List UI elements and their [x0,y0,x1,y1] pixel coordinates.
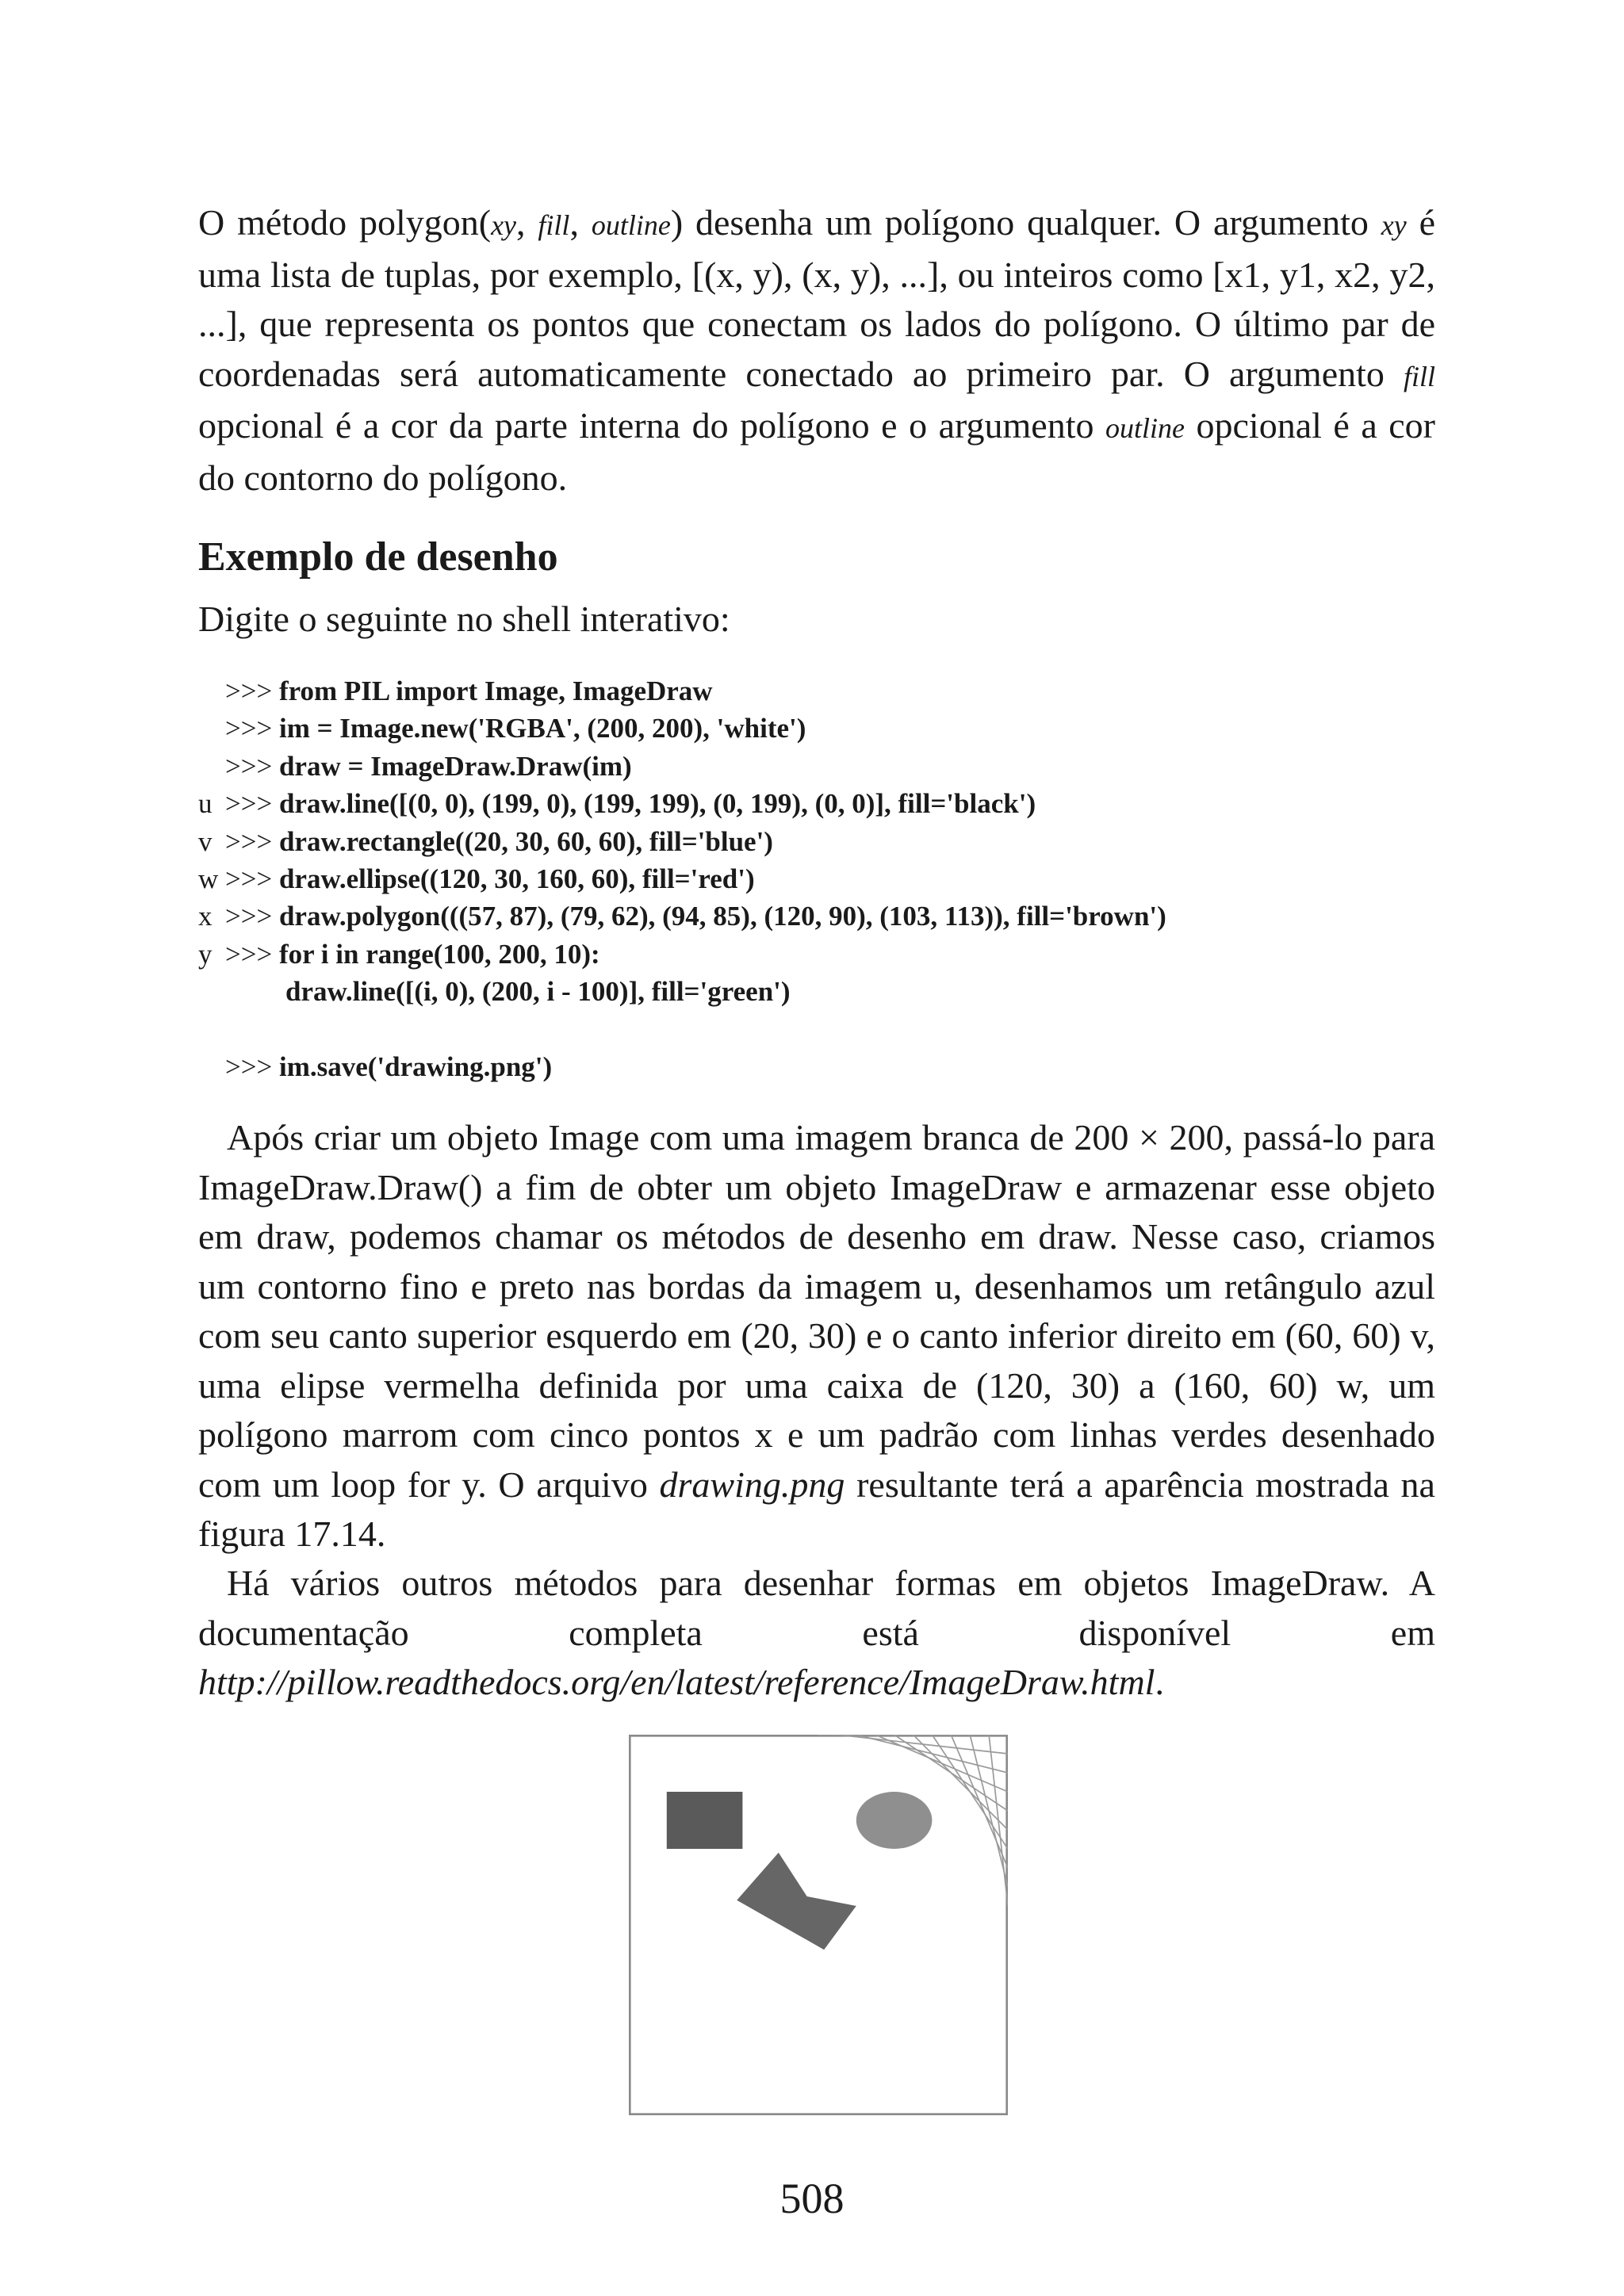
code-command: im.save('drawing.png') [278,1050,553,1082]
code-command: draw.rectangle((20, 30, 60, 60), fill='blue') [278,825,773,857]
code-line [198,710,1435,747]
docs-text: Há vários outros métodos para desenhar formas em objetos ImageDraw. A documentação completa está disponível em [198,1563,1435,1653]
code-line [198,672,1435,710]
shell-prompt: >>> [225,788,279,820]
code-line [198,748,1435,785]
arg-fill-2: fill [1403,360,1435,392]
arg-outline-2: outline [1105,412,1185,444]
explanation-text-end: resultante terá a aparência mostrada na figura 17.14. [198,1464,1435,1554]
section-heading: Exemplo de desenho [198,534,558,580]
shell-prompt: >>> [225,713,279,744]
code-line [198,785,1435,822]
code-command: draw = ImageDraw.Draw(im) [278,750,632,782]
callout-marker: w [198,863,219,894]
intro-sep-2: , [569,202,592,243]
callout-marker: y [198,938,213,970]
shell-prompt: >>> [225,675,279,706]
code-command: draw.line([(0, 0), (199, 0), (199, 199), (0, 199), (0, 0)], fill='black') [278,788,1036,820]
page-number: 508 [779,2175,845,2222]
callout-marker: x [198,901,213,932]
intro-text-2: ) desenha um polígono qualquer. O argumento [670,202,1381,243]
code-command: draw.polygon(((57, 87), (79, 62), (94, 85), (120, 90), (103, 113)), fill='brown') [278,901,1166,932]
code-line [198,823,1435,860]
arg-fill: fill [538,209,570,241]
callout-marker: u [198,788,213,820]
drawing-figure [629,1735,1008,2115]
book-page [198,0,1435,2296]
code-line-save [198,1048,1435,1085]
explanation-text: Após criar um objeto Image com uma imagem branca de 200 × 200, passá-lo para ImageDraw.Draw() a fim de obter um objeto ImageDraw e armazenar esse objeto em draw, podemos chamar os métodos de desenho em draw. Nesse caso, criamos um contorno fino e preto nas bordas da imagem u, desenhamos um retângulo azul com seu canto superior esquerdo em (20, 30) e o canto inferior direito em (60, 60) v, uma elipse vermelha definida por uma caixa de (120, 30) a (160, 60) w, um polígono marrom com cinco pontos x e um padrão com linhas verdes desenhado com um loop for y. O arquivo [198,1117,1435,1505]
file-name: drawing.png [659,1464,845,1505]
code-line-continuation [198,973,1435,1010]
docs-paragraph [198,1559,1435,1708]
shell-prompt: >>> [225,863,279,894]
intro-paragraph [198,198,1435,503]
intro-text-5: opcional é a cor do contorno do polígono. [198,405,1436,498]
docs-link[interactable]: http://pillow.readthedocs.org/en/latest/reference/ImageDraw.html [198,1662,1155,1702]
explanation-paragraph [198,1113,1435,1559]
shell-prompt: >>> [225,750,279,782]
code-command: from PIL import Image, ImageDraw [278,675,713,706]
section-instruction: Digite o seguinte no shell interativo: [198,599,730,639]
red-ellipse [856,1792,933,1849]
shell-prompt: >>> [225,901,279,932]
code-command: draw.ellipse((120, 30, 160, 60), fill='red') [278,863,755,894]
intro-sep-1: , [516,202,538,243]
code-line [198,936,1435,973]
shell-prompt: >>> [225,938,279,970]
intro-text-1: O método polygon( [198,202,492,243]
shell-prompt: >>> [225,1050,279,1082]
code-listing [198,672,1435,1085]
code-command: for i in range(100, 200, 10): [278,938,600,970]
code-command: draw.line([(i, 0), (200, i - 100)], fill='green') [285,976,791,1008]
arg-xy-2: xy [1381,209,1407,241]
docs-text-end: . [1155,1662,1164,1702]
shell-prompt: >>> [225,825,279,857]
intro-text-3: é uma lista de tuplas, por exemplo, [(x, y), (x, y), ...], ou inteiros como [x1, y1, x2, y2, ...], que representa os pontos que conectam os lados do polígono. O último par de coordenadas será automaticamente conectado ao primeiro par. O argumento [198,202,1436,394]
blue-rectangle [667,1792,743,1849]
arg-outline: outline [591,209,671,241]
code-command: im = Image.new('RGBA', (200, 200), 'white') [278,713,806,744]
callout-marker: v [198,825,213,857]
code-blank-line [198,1011,1435,1048]
code-line [198,897,1435,935]
arg-xy: xy [491,209,517,241]
code-line [198,860,1435,897]
intro-text-4: opcional é a cor da parte interna do polígono e o argumento [198,405,1106,446]
